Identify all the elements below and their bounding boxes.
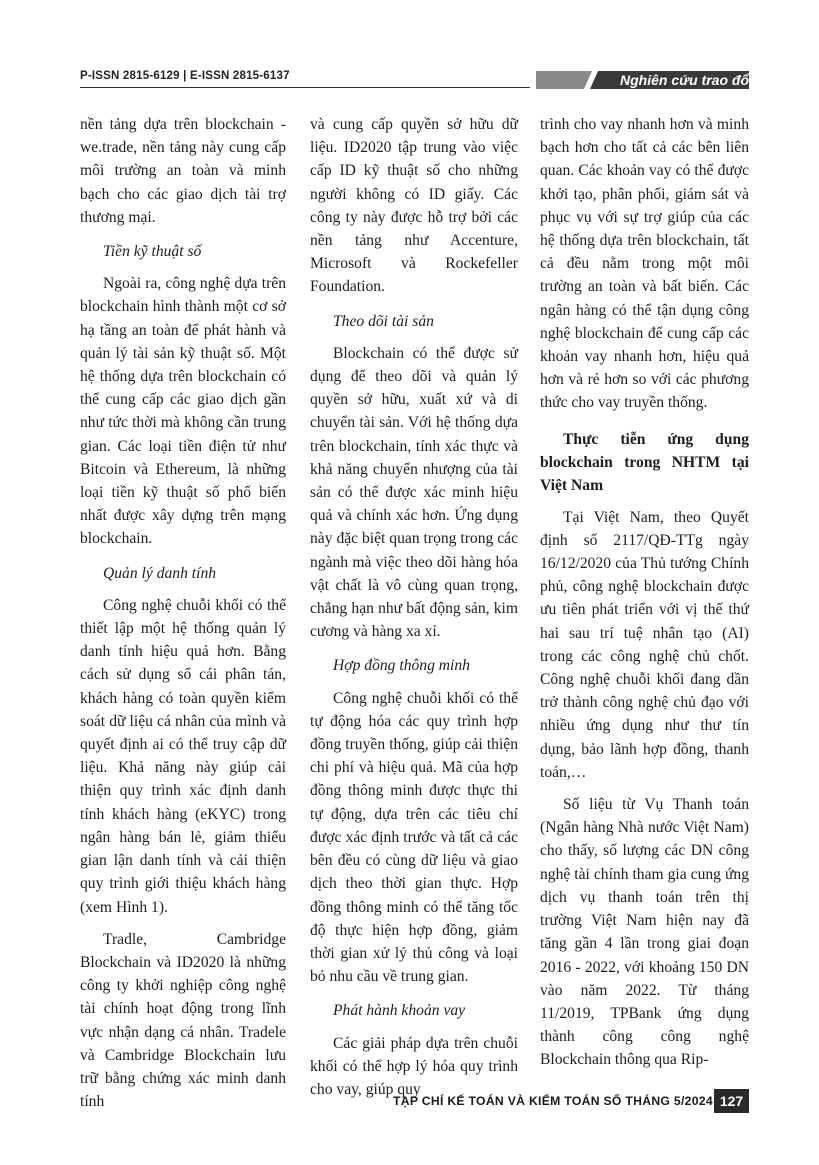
section-title: Nghiên cứu trao đổi (620, 72, 753, 88)
issn-line: P-ISSN 2815-6129 | E-ISSN 2815-6137 (80, 70, 290, 82)
column-1 (80, 113, 286, 1113)
subheading-asset-tracking: Theo dõi tài sản (333, 312, 434, 330)
paragraph: và cung cấp quyền sở hữu dữ liệu. ID2020 tập trung vào việc cấp ID kỹ thuật số cho những người không có ID giấy. Các công ty này được hỗ trợ bởi các nền tảng như Accenture, Microsoft và Rockefeller Foundation. (310, 116, 518, 296)
paragraph: Tại Việt Nam, theo Quyết định số 2117/QĐ-TTg ngày 16/12/2020 của Thủ tướng Chính phủ, công nghệ blockchain được ưu tiên phát triển với vị thế thứ hai sau trí tuệ nhân tạo (AI) trong các công nghệ chủ chốt. Công nghệ chuỗi khối đang dần trở thành công nghệ chủ đạo với nhiều ứng dụng như thư tín dụng, bảo lãnh hợp đồng, thanh toán,… (540, 508, 749, 781)
paragraph: nền tảng dựa trên blockchain - we.trade, nền tảng này cung cấp môi trường an toàn và minh bạch cho các giao dịch tài trợ thương mại. (80, 116, 286, 226)
paragraph: trình cho vay nhanh hơn và minh bạch hơn cho tất cả các bên liên quan. Các khoản vay có thể được khởi tạo, phân phối, giám sát và phục vụ với sự trợ giúp của các hệ thống dựa trên blockchain, tất cả đều nằm trong một môi trường an toàn và bất biến. Các ngân hàng có thể tận dụng công nghệ blockchain để cung cấp các khoản vay nhanh hơn, hiệu quả hơn và rẻ hơn so với các phương thức cho vay truyền thống. (540, 116, 749, 412)
subheading-loan-issuance: Phát hành khoản vay (333, 1002, 466, 1020)
column-2 (310, 113, 518, 1101)
paragraph: Tradle, Cambridge Blockchain và ID2020 là những công ty khởi nghiệp công nghệ tài chính hoạt động trong lĩnh vực nhận dạng cá nhân. Tradele và Cambridge Blockchain lưu trữ bằng chứng xác minh danh tính (80, 930, 286, 1111)
paragraph: Công nghệ chuỗi khối có thể thiết lập một hệ thống quản lý danh tính hiệu quả hơn. Bằng cách sử dụng sổ cái phân tán, khách hàng có toàn quyền kiểm soát dữ liệu cá nhân của mình và quyết định ai có thể truy cập dữ liệu. Khả năng này giúp cải thiện quy trình xác định danh tính khách hàng (eKYC) trong ngân hàng bán lẻ, giảm thiểu gian lận danh tính và cải thiện quy trình giới thiệu khách hàng (xem Hình 1). (80, 596, 286, 916)
subheading-digital-currency: Tiền kỹ thuật số (103, 243, 202, 261)
subheading-identity-management: Quản lý danh tính (103, 564, 217, 582)
paragraph: Blockchain có thể được sử dụng để theo dõi và quản lý quyền sở hữu, xuất xứ và di chuyển tài sản. Với hệ thống dựa trên blockchain, tính xác thực và khả năng chuyển nhượng của tài sản có thể được xác minh hiệu quả và chính xác hơn. Ứng dụng này đặc biệt quan trọng trong các ngành mà việc theo dõi hàng hóa vật chất là vô cùng quan trọng, chẳng hạn như bất động sản, kim cương và hàng xa xỉ. (310, 344, 518, 641)
paragraph: Công nghệ chuỗi khối có thể tự động hóa các quy trình hợp đồng truyền thống, giúp cải thiện chi phí và hiệu quả. Mã của hợp đồng thông minh được thực thi tự động, dựa trên các tiêu chí được xác định trước và tất cả các bên đều có cùng dữ liệu và giao dịch theo thời gian thực. Hợp đồng thông minh có thể tăng tốc độ thực hiện hợp đồng, giảm thời gian xử lý thủ công và loại bỏ nhu cầu về trung gian. (310, 689, 518, 986)
journal-footer: TẠP CHÍ KẾ TOÁN VÀ KIỂM TOÁN SỐ THÁNG 5/2024 (393, 1094, 713, 1108)
paragraph: Số liệu từ Vụ Thanh toán (Ngân hàng Nhà nước Việt Nam) cho thấy, số lượng các DN công nghệ tài chính tham gia cung ứng dịch vụ thanh toán trên thị trường Việt Nam hiện nay đã tăng gần 4 lần trong giai đoạn 2016 - 2022, với khoảng 150 DN vào năm 2022. Từ tháng 11/2019, TPBank ứng dụng thành công công nghệ Blockchain thông qua Rip- (540, 796, 749, 1069)
paragraph: Các giải pháp dựa trên chuỗi khối có thể hợp lý hóa quy trình cho vay, giúp quy (310, 1034, 518, 1098)
header-rule (80, 87, 530, 88)
page-number: 127 (714, 1089, 749, 1113)
column-3 (540, 113, 749, 1072)
subheading-smart-contracts: Hợp đồng thông minh (333, 657, 470, 675)
section-heading-practice: Thực tiễn ứng dụng blockchain trong NHTM tại Việt Nam (540, 430, 749, 494)
paragraph: Ngoài ra, công nghệ dựa trên blockchain hình thành một cơ sở hạ tầng an toàn để phát hành và quản lý tài sản kỹ thuật số. Một hệ thống dựa trên blockchain có thể cung cấp các giao dịch gần như tức thời mà không cần trung gian. Các loại tiền điện tử như Bitcoin và Ethereum, là những loại tiền kỹ thuật số phổ biến nhất được xây dựng trên mạng blockchain. (80, 275, 286, 548)
